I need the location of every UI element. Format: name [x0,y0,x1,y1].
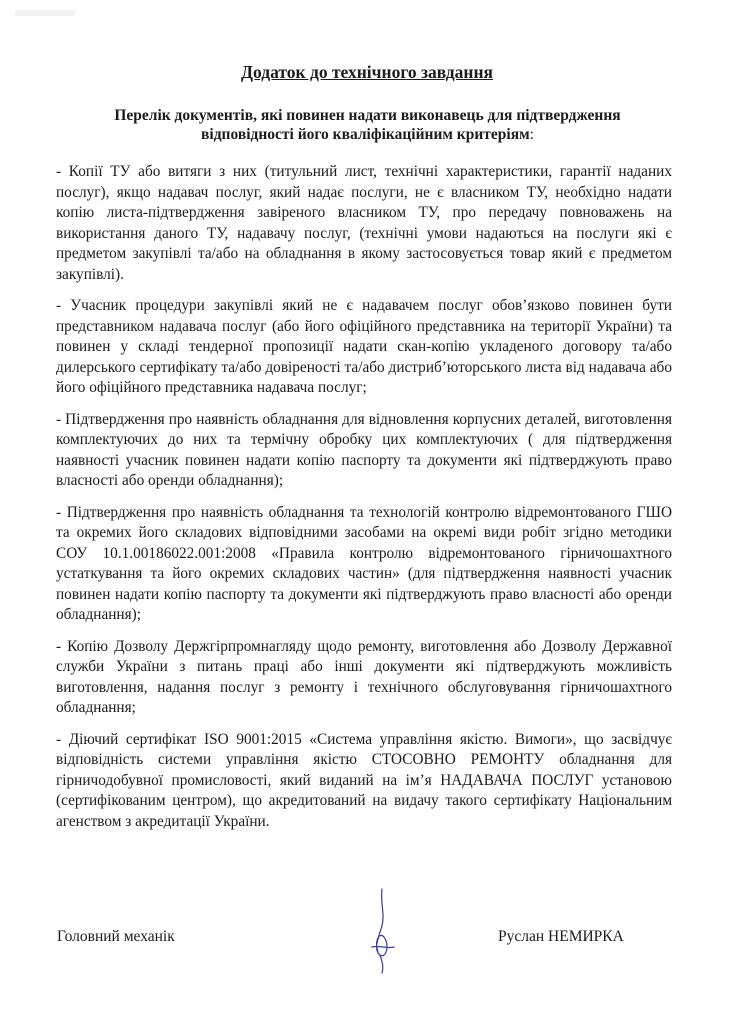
signer-name: Руслан НЕМИРКА [498,928,624,945]
requirement-paragraph-5: - Копію Дозволу Держгірпромнагляду щодо ремонту, виготовлення або Дозволу Державної служби України з питань праці або інші документи які підтверджують можливість виготовлення, надання послуг з ремонту і технічного обслуговування гірничошахтного обладнання; [56,637,672,716]
subtitle-colon: : [529,126,534,143]
scan-artifact-mark [15,6,105,20]
document-subtitle [80,106,655,144]
requirement-paragraph-2: - Учасник процедури закупівлі який не є надавачем послуг обов’язково повинен бути представником надавача послуг (або його офіційного представника на території України) та повинен у складі тендерної пропозиції надати скан-копію укладеного договору та/або дилерського сертифікату та/або довіреності та/або дистриб’юторського листа від надавача або його офіційного представника надавача послуг; [56,297,672,396]
requirement-paragraph-1: - Копії ТУ або витяги з них (титульний лист, технічні характеристики, гарантії наданих послуг), якщо надавач послуг, який надає послуги, не є власником ТУ, необхідно надати копію листа-підтвердження завіреного власником ТУ, про передачу повноважень на використання даного ТУ, надавачу послуг, (технічні умови надаються на послуги які є предметом закупівлі та/або на обладнання в якому застосовується товар який є предметом закупівлі). [56,163,672,283]
document-title: Додаток до технічного завдання [240,62,494,82]
handwritten-signature [362,885,402,975]
subtitle-text: Перелік документів, які повинен надати виконавець для підтвердження відповідності його кваліфікаційним критеріям [114,107,621,143]
requirements-list [56,162,672,843]
signer-position: Головний механік [57,928,175,945]
requirement-paragraph-4: - Підтвердження про наявність обладнання та технологій контролю відремонтованого ГШО та окремих його складових відповідними засобами на окремі види робіт згідно методики СОУ 10.1.00186022.001:2008 «Правила контролю відремонтованого гірничошахтного устаткування та його окремих складових частин» (для підтвердження наявності учасник повинен надати копію паспорту та документи які підтверджують право власності або оренди обладнання); [56,503,672,623]
requirement-paragraph-6: - Діючий сертифікат ISO 9001:2015 «Система управління якістю. Вимоги», що засвідчує відповідність системи управління якістю СТОСОВНО РЕМОНТУ обладнання для гірничодобувної промисловості, який виданий на ім’я НАДАВАЧА ПОСЛУГ установою (сертифікованим центром), що акредитований на видачу такого сертифікату Національним агенством з акредитації України. [56,730,672,830]
requirement-paragraph-3: - Підтвердження про наявність обладнання для відновлення корпусних деталей, виготовлення комплектуючих до них та термічну обробку цих комплектуючих ( для підтвердження наявності учасник повинен надати копію паспорту та документи які підтверджують право власності або оренди обладнання); [56,410,672,489]
